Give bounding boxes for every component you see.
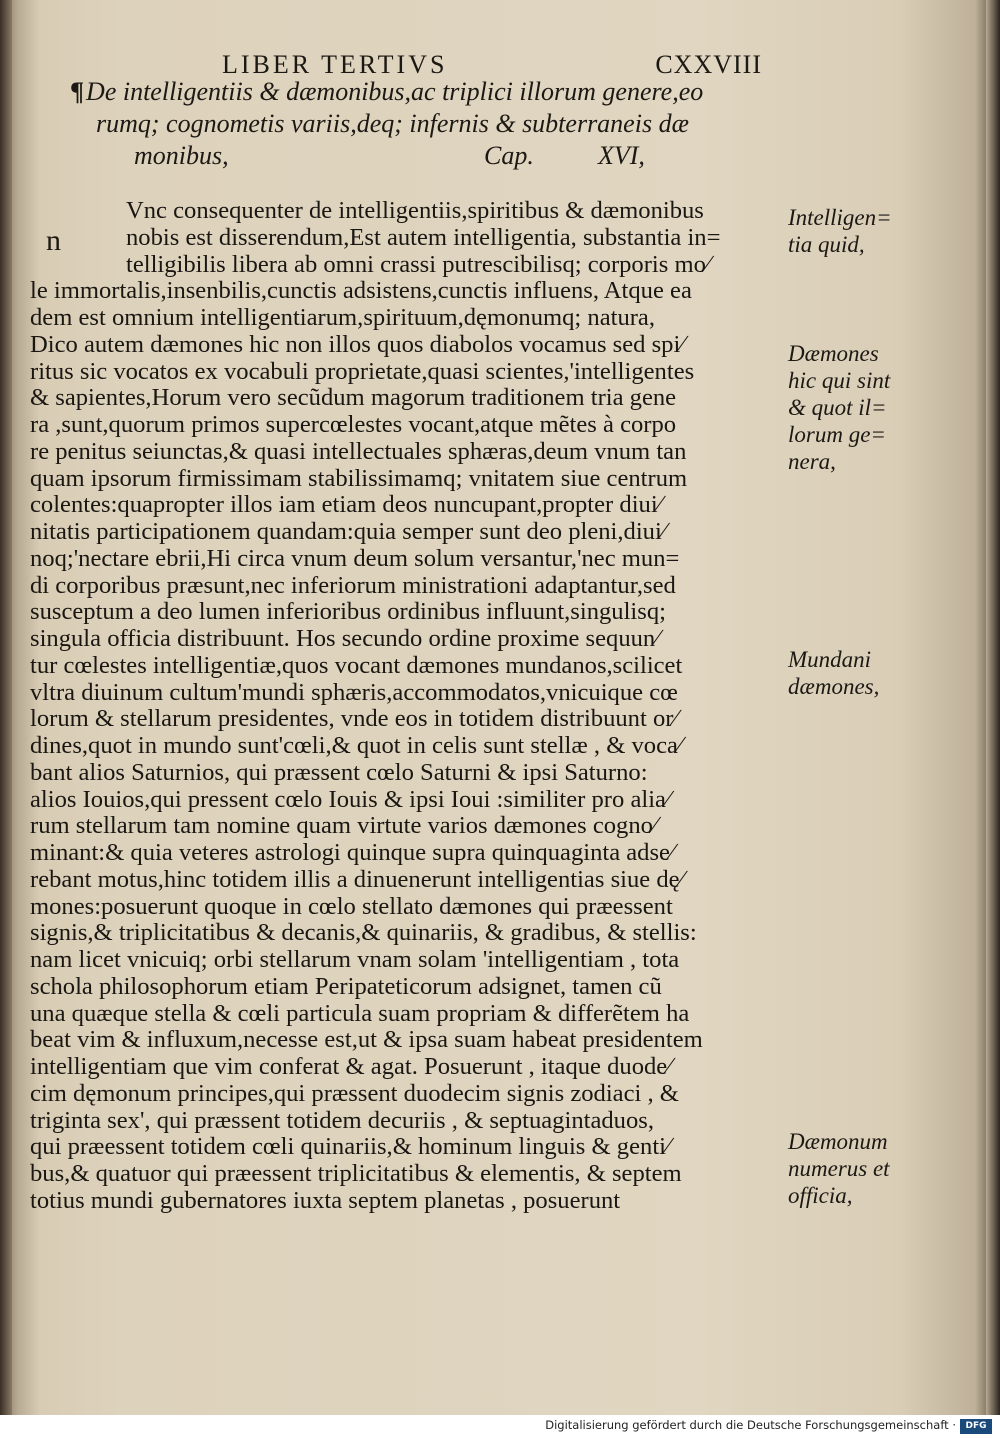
- page-gutter-shadow: [0, 0, 12, 1415]
- body-line: telligibilis libera ab omni crassi putrescibilisq; corporis mo∕: [126, 251, 711, 278]
- guide-letter-initial: n: [46, 224, 61, 257]
- body-line: le immortalis,insenbilis,cunctis adsistens,cunctis influens, Atque ea: [30, 278, 692, 305]
- body-line: nobis est disserendum,Est autem intelligentia, substantia in=: [126, 224, 721, 251]
- dfg-logo: DFG: [960, 1419, 992, 1434]
- folio-number: CXXVIII: [655, 50, 762, 79]
- body-line: nitatis participationem quandam:quia semper sunt deo pleni,diui∕: [30, 519, 666, 545]
- body-line: bus,& quatuor qui præessent triplicitatibus & elementis, & septem: [30, 1161, 682, 1187]
- body-line: cim dęmonum principes,qui præssent duodecim signis zodiaci , &: [30, 1080, 679, 1107]
- body-line: di corporibus præsunt,nec inferiorum ministrationi adaptantur,sed: [30, 572, 676, 599]
- body-line: intelligentiam que vim conferat & agat. Posuerunt , itaque duode∕: [30, 1054, 672, 1080]
- marginal-note-line: Dæmonum: [788, 1129, 888, 1154]
- chapter-heading: [70, 76, 770, 172]
- body-line: ritus sic vocatos ex vocabuli proprietate,quasi scientes,'intelligentes: [30, 358, 695, 385]
- body-line: triginta sex', qui præssent totidem decuriis , & septuagintaduos,: [30, 1107, 654, 1134]
- chapter-number: XVI,: [598, 141, 645, 170]
- marginal-note-daemonum: [788, 1128, 978, 1209]
- page-edge-shadow: [986, 0, 1000, 1415]
- marginal-note-line: numerus et: [788, 1156, 890, 1181]
- body-line: beat vim & influxum,necesse est,ut & ipsa suam habeat presidentem: [30, 1027, 703, 1054]
- body-line: qui præessent totidem cœli quinariis,& hominum linguis & genti∕: [30, 1134, 671, 1161]
- marginal-note-line: hic qui sint: [788, 368, 891, 393]
- body-line: alios Iouios,qui pressent cœlo Iouis & ipsi Ioui :similiter pro alia∕: [30, 786, 671, 813]
- body-line: quam ipsorum firmissimam stabilissimamq; vnitatem siue centrum: [30, 465, 688, 492]
- marginal-note-mundani: [788, 646, 978, 700]
- body-line: tur cœlestes intelligentiæ,quos vocant dæmones mundanos,scilicet: [30, 652, 683, 679]
- body-line: una quæque stella & cœli particula suam propriam & differẽtem ha: [30, 1000, 690, 1027]
- chapter-heading-line-1: ¶De intelligentiis & dæmonibus,ac triplici illorum genere,eo: [70, 77, 704, 106]
- body-line: rum stellarum tam nomine quam virtute varios dæmones cogno∕: [30, 813, 658, 840]
- chapter-heading-line-2: rumq; cognometis variis,deq; infernis & subterraneis dæ: [96, 109, 689, 138]
- digitization-footer: [0, 1415, 1000, 1438]
- funding-credit: Digitalisierung gefördert durch die Deutsche Forschungsgemeinschaft ·: [545, 1418, 956, 1432]
- body-line: lorum & stellarum presidentes, vnde eos in totidem distribuunt or∕: [30, 706, 678, 733]
- body-line: Dico autem dæmones hic non illos quos diabolos vocamus sed spi∕: [30, 331, 685, 358]
- chapter-cap-label: Cap.: [484, 141, 534, 170]
- chapter-heading-line-3: monibus,: [134, 141, 229, 170]
- body-line: vltra diuinum cultum'mundi sphæris,accommodatos,vnicuique cœ: [30, 679, 678, 706]
- body-line: dem est omnium intelligentiarum,spirituum,dęmonumq; natura,: [30, 305, 655, 331]
- body-line: schola philosophorum etiam Peripateticorum adsignet, tamen cũ: [30, 973, 662, 1000]
- body-text: [30, 198, 780, 1215]
- marginal-note-line: dæmones,: [788, 674, 880, 699]
- body-line: ra ,sunt,quorum primos supercœlestes vocant,atque mẽtes à corpo: [30, 412, 677, 438]
- body-line: singula officia distribuunt. Hos secundo ordine proxime sequun∕: [30, 626, 660, 652]
- marginal-note-intelligentia: [788, 204, 978, 258]
- body-line: re penitus seiunctas,& quasi intellectuales sphæras,deum vnum tan: [30, 438, 687, 465]
- marginal-note-line: officia,: [788, 1183, 853, 1208]
- marginal-note-line: lorum ge=: [788, 422, 886, 447]
- body-line: colentes:quapropter illos iam etiam deos nuncupant,propter diui∕: [30, 492, 662, 519]
- body-line: nam licet vnicuiq; orbi stellarum vnam solam 'intelligentiam , tota: [30, 947, 680, 973]
- marginal-note-line: & quot il=: [788, 395, 887, 420]
- body-line: bant alios Saturnios, qui præssent cœlo Saturni & ipsi Saturno:: [30, 759, 648, 786]
- body-line: mones:posuerunt quoque in cœlo stellato dæmones qui præessent: [30, 893, 673, 920]
- pilcrow-mark: ¶: [70, 77, 85, 106]
- marginal-note-daemones: [788, 340, 978, 475]
- marginal-note-line: Mundani: [788, 647, 872, 672]
- marginal-note-line: nera,: [788, 449, 836, 474]
- body-line: rebant motus,hinc totidem illis a dinuenerunt intelligentias siue dę∕: [30, 866, 684, 893]
- body-line: signis,& triplicitatibus & decanis,& quinariis, & gradibus, & stellis:: [30, 920, 697, 947]
- marginal-note-line: Dæmones: [788, 341, 879, 366]
- body-line: noq;'nectare ebrii,Hi circa vnum deum solum versantur,'nec mun=: [30, 545, 680, 572]
- body-line: & sapientes,Horum vero secũdum magorum traditionem tria gene: [30, 385, 677, 412]
- body-line: minant:& quia veteres astrologi quinque supra quinquaginta adse∕: [30, 840, 675, 866]
- body-line: totius mundi gubernatores iuxta septem planetas , posuerunt: [30, 1187, 621, 1214]
- running-title: LIBER TERTIVS: [222, 50, 448, 79]
- body-line: susceptum a deo lumen inferioribus ordinibus influunt,singulisq;: [30, 599, 666, 626]
- body-line: Vnc consequenter de intelligentiis,spiritibus & dæmonibus: [126, 198, 704, 224]
- marginal-note-line: tia quid,: [788, 232, 865, 257]
- marginal-note-line: Intelligen=: [788, 205, 892, 230]
- body-line: dines,quot in mundo sunt'cœli,& quot in celis sunt stellæ , & voca∕: [30, 733, 683, 759]
